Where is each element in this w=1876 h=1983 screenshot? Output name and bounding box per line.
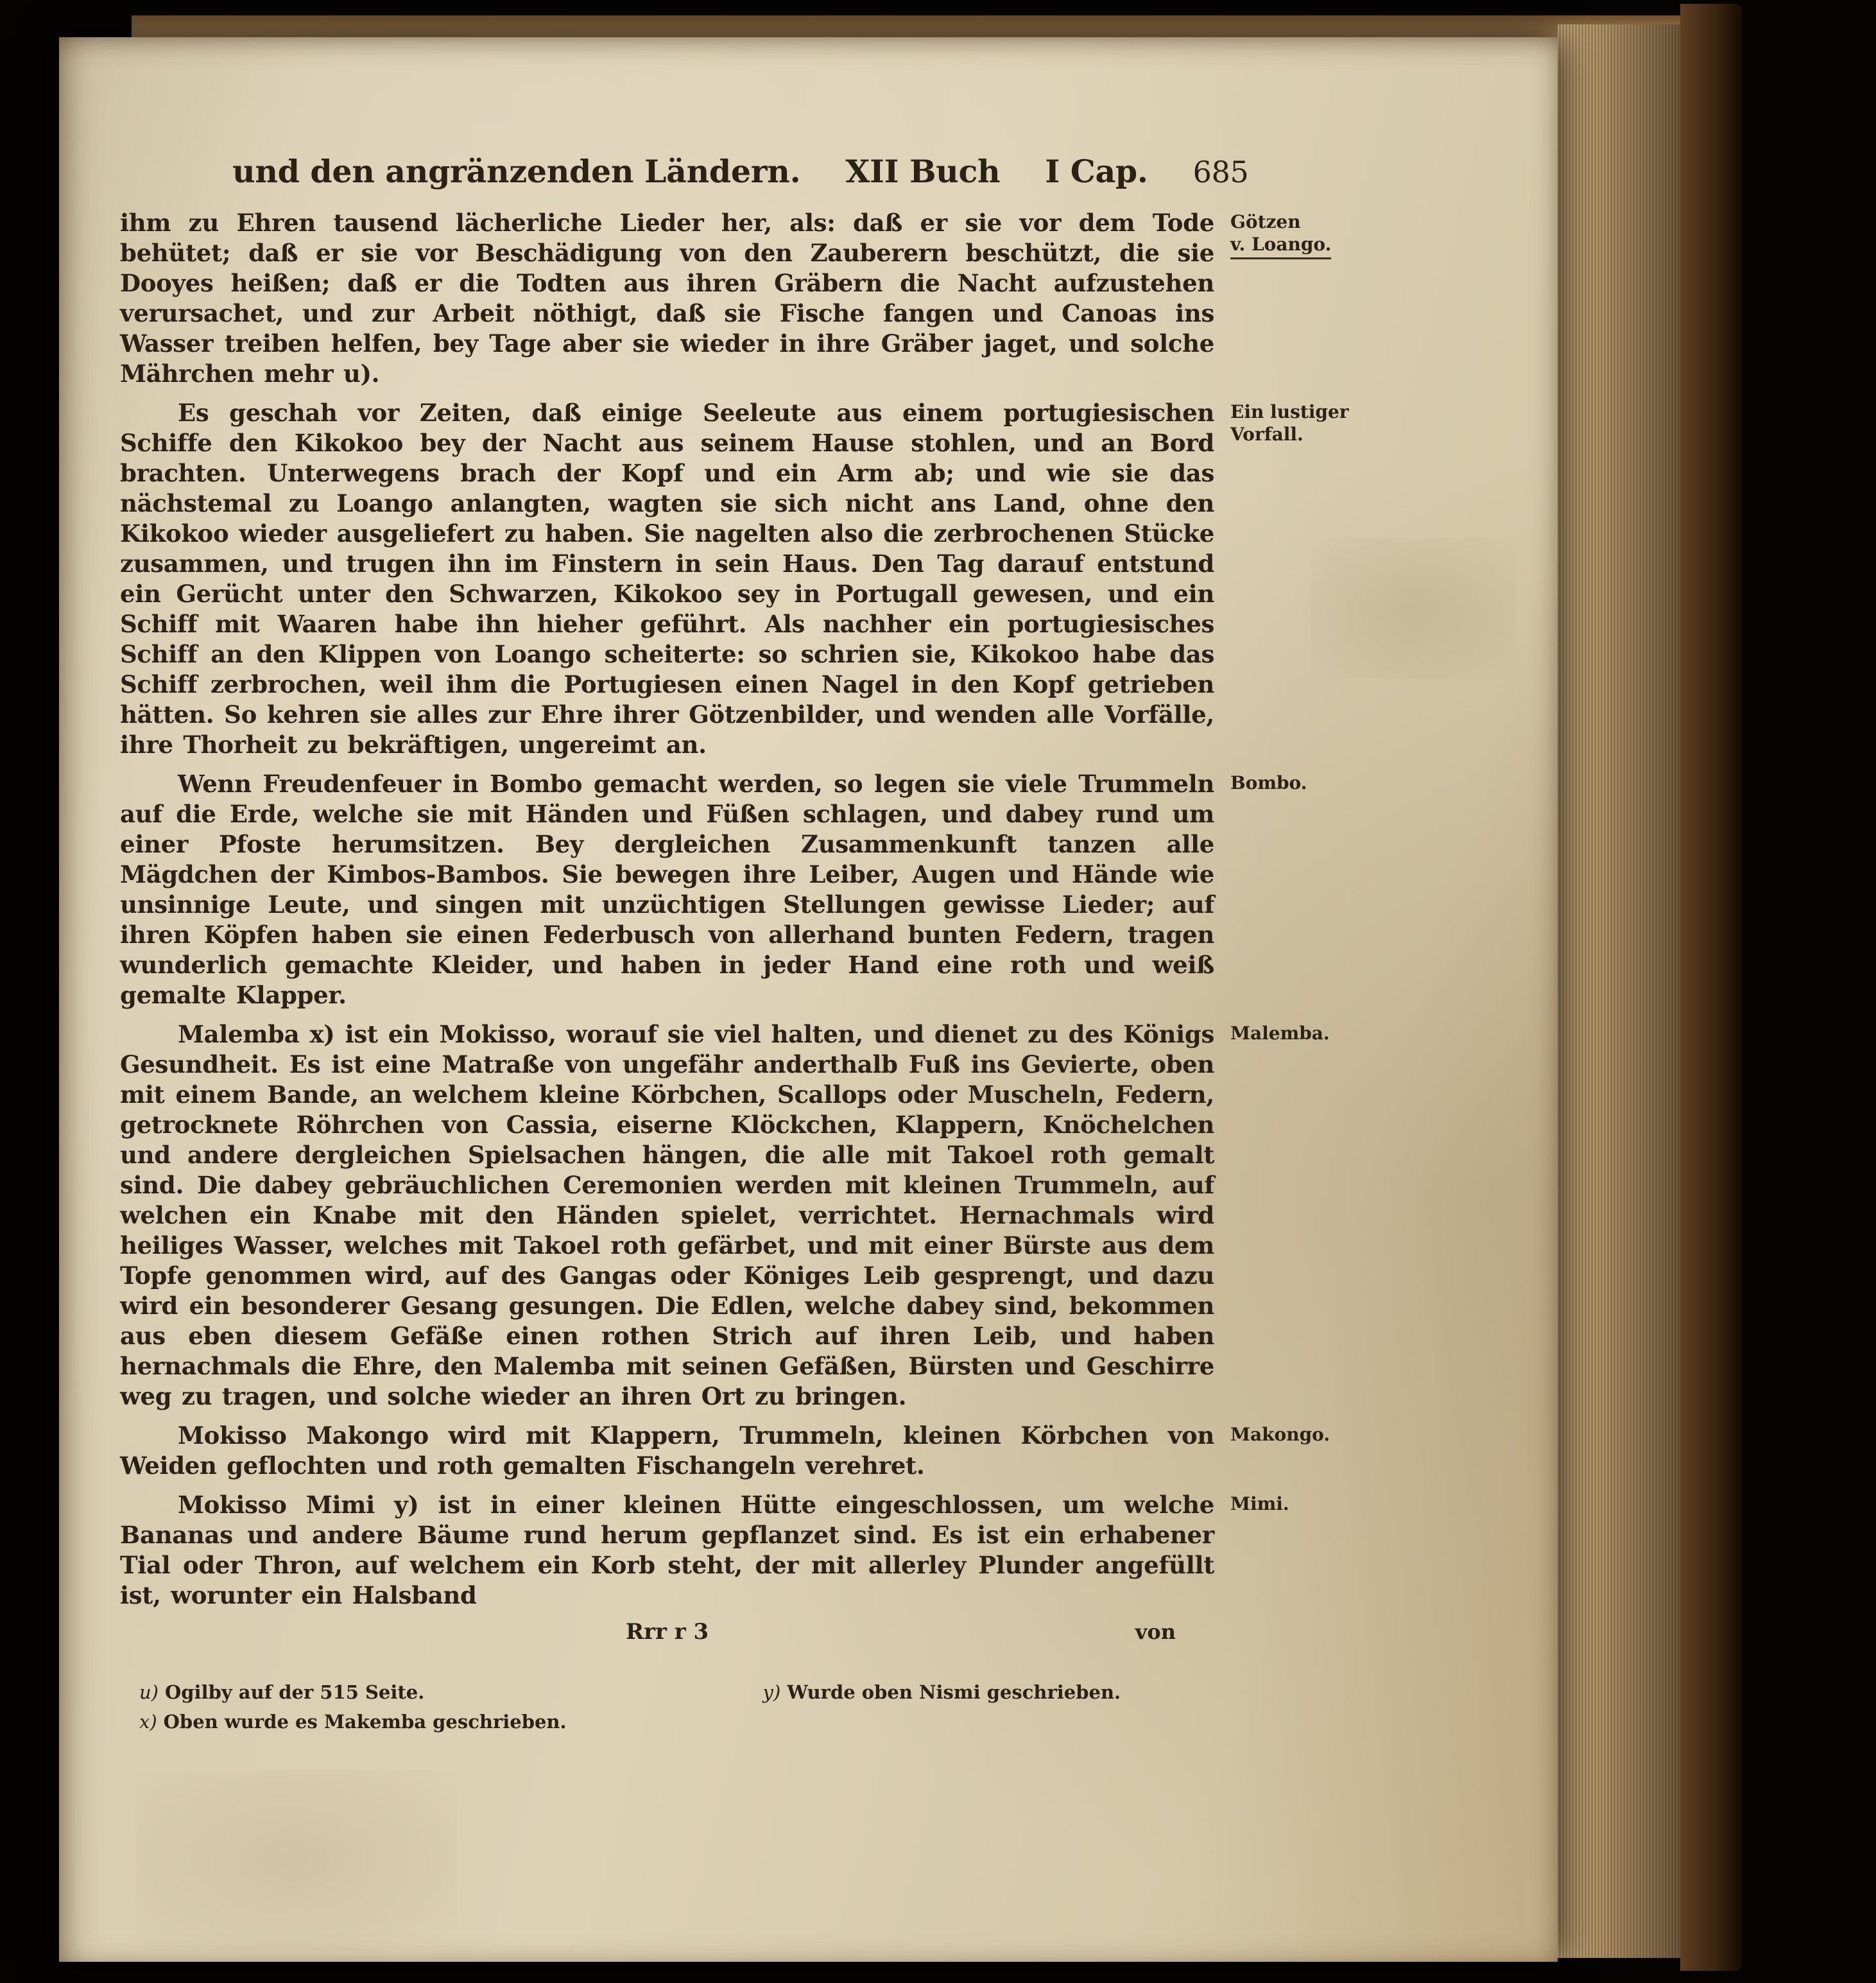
margin-note <box>1230 211 1506 259</box>
book-back-cover-edge <box>1680 4 1742 1971</box>
margin-note <box>1230 1423 1506 1446</box>
paragraph-text: ihm zu Ehren tausend lächerliche Lieder her, als: daß er sie vor dem Tode behütet; daß er sie vor Beschädigung von den Zauberern beschützt, die sie Dooyes heißen; daß er die Todten aus ihren Gräbern die Nacht aufzustehen verursachet, und zur Arbeit nöthigt, daß sie Fische fangen und Canoas ins Wasser treiben helfen, bey Tage aber sie wieder in ihre Gräber jaget, und solche Mährchen mehr u). <box>120 209 1214 388</box>
paragraph-text: Wenn Freudenfeuer in Bombo gemacht werden, so legen sie viele Trummeln auf die Erde, welche sie mit Händen und Füßen schlagen, und dabey rund um einer Pfoste herumsitzen. Bey dergleichen Zusammenkunft tanzen alle Mägdchen der Kimbos-Bambos. Sie bewegen ihre Leiber, Augen und Hände wie unsinnige Leute, und singen mit unzüchtigen Stellungen gewisse Lieder; auf ihren Köpfen haben sie einen Federbusch von allerhand bunten Federn, tragen wunderlich gemachte Kleider, und haben in jeder Hand eine roth und weiß gemalte Klapper. <box>120 770 1214 1009</box>
margin-note-line: Mimi. <box>1230 1493 1289 1514</box>
book-page <box>59 37 1558 1962</box>
signature-row <box>120 1617 1214 1647</box>
paragraph <box>120 1019 1330 1412</box>
footnote <box>139 1710 763 1733</box>
margin-note-line: Ein lustiger <box>1230 401 1349 422</box>
margin-note-line: Bombo. <box>1230 772 1307 793</box>
page-number: 685 <box>1192 155 1249 189</box>
margin-note-line: v. Loango. <box>1230 233 1331 259</box>
margin-note <box>1230 772 1506 794</box>
running-header-chapter: I Cap. <box>1045 153 1148 190</box>
footnotes <box>120 1681 1214 1733</box>
running-header-book: XII Buch <box>845 153 1001 190</box>
footnote-text: Wurde oben Nismi geschrieben. <box>787 1681 1121 1703</box>
paragraph-text: Mokisso Makongo wird mit Klappern, Trummeln, kleinen Körbchen von Weiden geflochten und roth gemalten Fischangeln verehret. <box>120 1421 1214 1480</box>
footnote-text: Ogilby auf der 515 Seite. <box>165 1681 425 1703</box>
paragraph <box>120 208 1332 389</box>
paragraph-text: Es geschah vor Zeiten, daß einige Seeleute aus einem portugiesischen Schiffe den Kikokoo bey der Nacht aus seinem Hause stohlen, und an Bord brachten. Unterwegens brach der Kopf und ein Arm ab; und wie sie das nächstemal zu Loango anlangten, wagten sie sich nicht ans Land, ohne den Kikokoo wieder ausgeliefert zu haben. Sie nagelten also die zerbrochenen Stücke zusammen, und trugen ihn im Finstern in sein Haus. Den Tag darauf entstund ein Gerücht unter den Schwarzen, Kikokoo sey in Portugall gewesen, und ein Schiff mit Waaren habe ihn hieher geführt. Als nachher ein portugiesisches Schiff an den Klippen von Loango scheiterte: so schrien sie, Kikokoo habe das Schiff zerbrochen, weil ihm die Portugiesen einen Nagel in den Kopf getrieben hätten. So kehren sie alles zur Ehre ihrer Götzenbilder, und wenden alle Vorfälle, ihre Thorheit zu bekräftigen, ungereimt an. <box>120 399 1214 759</box>
paragraph-text: Malemba x) ist ein Mokisso, worauf sie viel halten, und dienet zu des Königs Gesundheit. Es ist eine Matraße von ungefähr anderthalb Fuß ins Gevierte, oben mit einem Bande, an welchem kleine Körbchen, Scallops oder Muscheln, Federn, getrocknete Röhrchen von Cassia, eiserne Klöckchen, Klappern, Knöchelchen und andere dergleichen Spielsachen hängen, die alle mit Takoel roth gemalt sind. Die dabey gebräuchlichen Ceremonien werden mit kleinen Trummeln, auf welchen ein Knabe mit den Händen spielet, verrichtet. Hernachmals wird heiliges Wasser, welches mit Takoel roth gefärbet, und mit einer Bürste aus dem Topfe genommen wird, auf des Gangas oder Königes Leib gesprengt, und dazu wird ein besonderer Gesang gesungen. Die Edlen, welche dabey sind, bekommen aus eben diesem Gefäße einen rothen Strich auf ihren Leib, und haben hernachmals die Ehre, den Malemba mit seinen Gefäßen, Bürsten und Geschirre weg zu tragen, und solche wieder an ihren Ort zu bringen. <box>120 1020 1214 1410</box>
footnote <box>139 1681 763 1704</box>
margin-note <box>1230 1493 1506 1515</box>
margin-note <box>1230 1022 1506 1044</box>
margin-note <box>1230 401 1506 446</box>
footnote-mark: x) <box>139 1711 157 1733</box>
paragraph <box>120 1421 1330 1481</box>
signature-mark: Rrr r 3 <box>625 1619 709 1645</box>
paper-stain <box>1311 538 1516 679</box>
paragraph-text: Mokisso Mimi y) ist in einer kleinen Hütte eingeschlossen, um welche Bananas und andere Bäume rund herum gepflanzet sind. Es ist ein erhabener Tial oder Thron, auf welchem ein Korb steht, der mit allerley Plunder angefüllt ist, worunter ein Halsband <box>120 1491 1214 1609</box>
running-header <box>232 153 1249 190</box>
running-header-title: und den angränzenden Ländern. <box>232 153 801 190</box>
footnote <box>763 1681 1215 1704</box>
margin-note-line: Malemba. <box>1230 1023 1330 1044</box>
margin-note-line: Götzen <box>1230 211 1301 232</box>
footnote-text: Oben wurde es Makemba geschrieben. <box>163 1711 567 1733</box>
paper-stain <box>136 1771 457 1950</box>
catchword: von <box>1135 1620 1176 1644</box>
footnote-mark: u) <box>139 1681 159 1703</box>
margin-note-line: Makongo. <box>1230 1424 1330 1445</box>
paragraph <box>120 398 1349 760</box>
book-fore-edge-pages <box>1558 24 1683 1958</box>
paragraph <box>120 769 1307 1010</box>
paragraph <box>120 1490 1289 1611</box>
page-content <box>59 37 1349 1733</box>
margin-note-line: Vorfall. <box>1230 424 1304 445</box>
footnote-mark: y) <box>762 1681 781 1703</box>
